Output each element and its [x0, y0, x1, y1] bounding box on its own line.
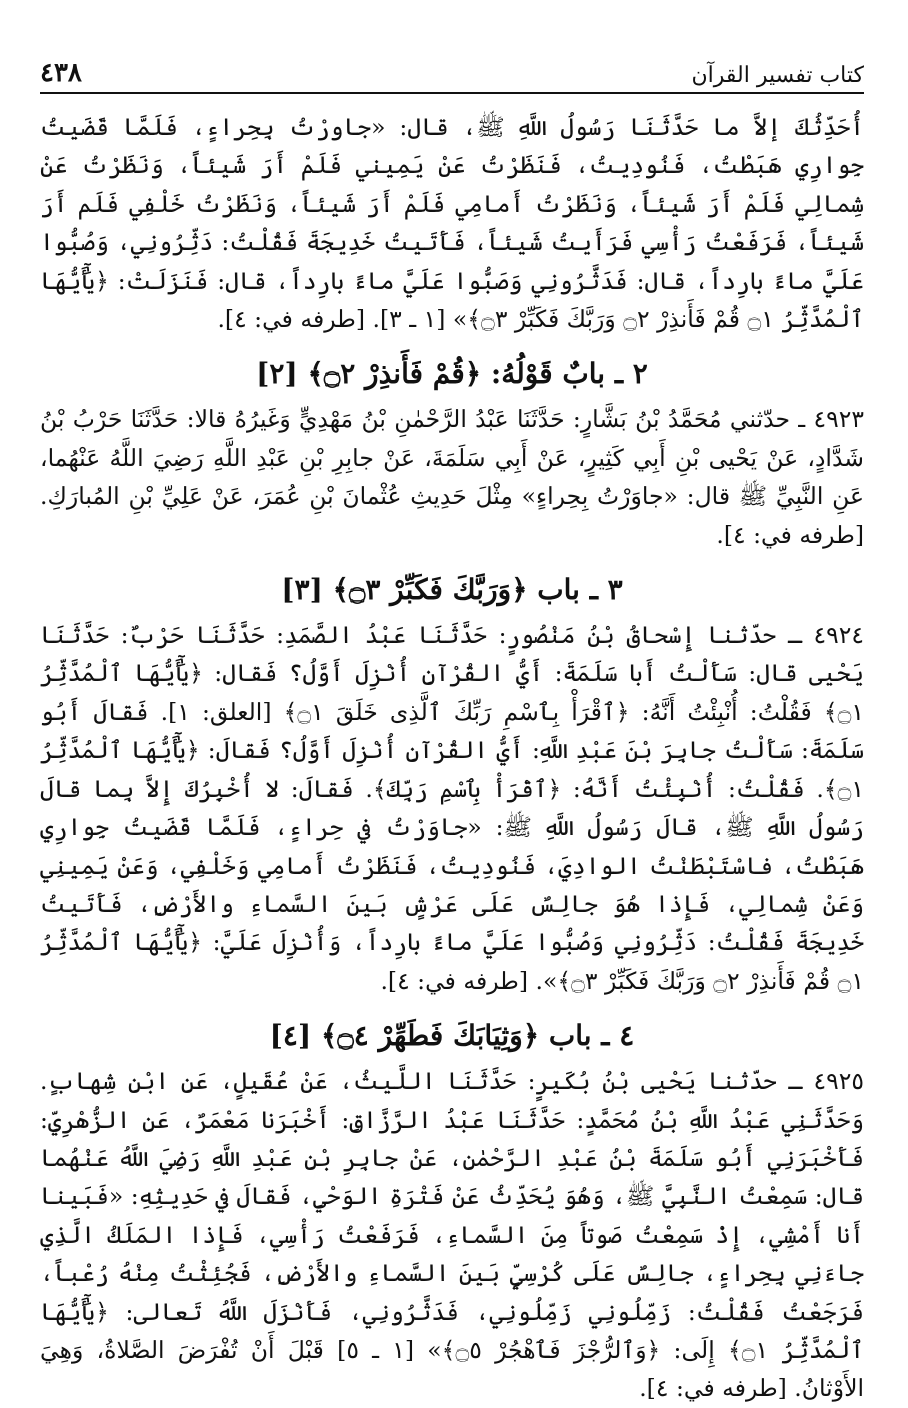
page-number: ٤٣٨	[40, 58, 82, 88]
chapter-heading: ٣ ـ باب ﴿وَرَبَّكَ فَكَبِّرْ ۝٣﴾ [٣]	[281, 573, 623, 607]
hadith-paragraph: أُحَدِّثُكَ إلاَّ ما حَدَّثَنَا رَسُولُ اللَّهِ ﷺ، قال: «جاورْتُ بِحِراءٍ، فَلَمَّا قَضَيتُ جِوارِي هَبَطْتُ، فَنُودِيتُ، فَنَظَرْتُ عَنْ يَمِيني فَلَمْ أَرَ شَيئاً، وَنَظَرْتُ عَنْ شِمالِي فَلَمْ أَرَ شَيئاً، وَنَظَرْتُ أَمامِي فَلَمْ أَرَ شَيئاً، وَنَظَرْتُ خَلْفِي فَلَم أَرَ شَيئاً، فَرَفَعْتُ رَأْسِي فَرَأَيتُ شَيئاً، فَأَتَيتُ خَدِيجَةَ فَقُلْتُ: دَثِّرُونِي، وَصُبُّوا عَلَيَّ ماءً بارِداً، قال: فَدَثَّرُونِي وَصَبُّوا عَلَيَّ ماءً بارِداً، قال: فَنَزَلَتْ: ﴿يَٰٓأَيُّهَا ٱلْمُدَّثِّرُ ۝١ قُمْ فَأَنذِرْ ۝٢ وَرَبَّكَ فَكَبِّرْ ۝٣﴾» [١ ـ ٣]. [طرفه في: ٤].	[40, 113, 864, 334]
hadith-paragraph: ٤٩٢٣ ـ حدّثني مُحَمَّدُ بْنُ بَشَّارٍ: حَدَّثَنَا عَبْدُ الرَّحْمٰنِ بْنُ مَهْدِيٍّ وَغَيرُهُ قالا: حَدَّثَنَا حَرْبُ بْنُ شَدَّادٍ، عَنْ يَحْيى بْنِ أَبِي كَثِيرٍ، عَنْ أَبِي سَلَمَةَ، عَنْ جابِرِ بْنِ عَبْدِ اللَّهِ رَضِيَ اللَّهُ عَنْهُما، عَنِ النَّبِيِّ ﷺ قال: «جاوَرْتُ بِحِراءٍ» مِثْلَ حَدِيثِ عُثْمانَ بْنِ عُمَرَ، عَنْ عَلِيِّ بْنِ المُبارَكِ. [طرفه في: ٤].	[40, 405, 865, 549]
running-title: كتاب تفسير القرآن	[691, 63, 864, 88]
page-body	[40, 108, 864, 1408]
hadith-paragraph: ٤٩٢٤ ـ حدّثنا إِسْحاقُ بْنُ مَنْصُورٍ: حَدَّثَنَا عَبْدُ الصَّمَدِ: حَدَّثَنَا حَرْبٌ: حَدَّثَنَا يَحْيى قال: سَأَلْتُ أَبا سَلَمَةَ: أَيُّ القُرْآنِ أُنْزِلَ أَوَّلُ؟ فَقال: ﴿يَٰٓأَيُّهَا ٱلْمُدَّثِّرُ ۝١﴾ فَقُلْتُ: أُنْبِئْتُ أَنَّهُ: ﴿ٱقْرَأْ بِٱسْمِ رَبِّكَ ٱلَّذِى خَلَقَ ۝١﴾ [العلق: ١]. فَقالَ أَبُو سَلَمَةَ: سَأَلْتُ جابِرَ بْنَ عَبْدِ اللَّهِ: أَيُّ القُرْآنِ أُنْزِلَ أَوَّلُ؟ فَقالَ: ﴿يَٰٓأَيُّهَا ٱلْمُدَّثِّرُ ۝١﴾. فَقُلْتُ: أُنْبِئْتُ أَنَّهُ: ﴿ٱقْرَأْ بِٱسْمِ رَبِّكَ﴾. فَقالَ: لا أُخْبِرُكَ إِلاَّ بِما قالَ رَسُولُ اللَّهِ ﷺ، قالَ رَسُولُ اللَّهِ ﷺ: «جاوَرْتُ في حِراءٍ، فَلَمَّا قَضَيتُ جِوارِي هَبَطْتُ، فاسْتَبْطَنْتُ الوادِيَ، فَنُودِيتُ، فَنَظَرْتُ أَمامِي وَخَلْفِي، وَعَنْ يَمِينِي وَعَنْ شِمالِي، فَإِذا هُوَ جالِسٌ عَلَى عَرْشٍ بَينَ السَّماءِ والأَرْضِ، فَأَتَيتُ خَدِيجَةَ فَقُلْتُ: دَثِّرُونِي وَصُبُّوا عَلَيَّ ماءً بارِداً، وَأُنْزِلَ عَلَيَّ: ﴿يَٰٓأَيُّهَا ٱلْمُدَّثِّرُ ۝١ قُمْ فَأَنذِرْ ۝٢ وَرَبَّكَ فَكَبِّرْ ۝٣﴾». [طرفه في: ٤].	[40, 621, 864, 995]
page-header	[40, 52, 864, 94]
chapter-heading: ٤ ـ باب ﴿وَثِيَابَكَ فَطَهِّرْ ۝٤﴾ [٤]	[269, 1019, 635, 1053]
hadith-paragraph: ٤٩٢٥ ـ حدّثنا يَحْيى بْنُ بُكَيرٍ: حَدَّثَنَا اللَّيثُ، عَنْ عُقَيلٍ، عَنِ ابْنِ شِهابٍ. وَحَدَّثَنِي عَبْدُ اللَّهِ بْنُ مُحَمَّدٍ: حَدَّثَنَا عَبْدُ الرَّزَّاقِ: أَخْبَرَنا مَعْمَرٌ، عَنِ الزُّهْرِيِّ: فَأَخْبَرَنِي أَبُو سَلَمَةَ بْنُ عَبْدِ الرَّحْمٰنِ، عَنْ جابِرِ بْنِ عَبْدِ اللَّهِ رَضِيَ اللَّهُ عَنْهُما قال: سَمِعْتُ النَّبِيَّ ﷺ، وَهُوَ يُحَدِّثُ عَنْ فَتْرَةِ الوَحْيِ، فَقالَ في حَدِيثِهِ: «فَبَينا أَنا أَمْشِي، إِذْ سَمِعْتُ صَوتاً مِنَ السَّماءِ، فَرَفَعْتُ رَأْسِي، فَإِذا المَلَكُ الَّذِي جاءَنِي بِحِراءٍ، جالِسٌ عَلَى كُرْسِيٍّ بَينَ السَّماءِ والأَرْضِ، فَجُئِثْتُ مِنْهُ رُعْباً، فَرَجَعْتُ فَقُلْتُ: زَمِّلُونِي زَمِّلُونِي، فَدَثَّرُونِي، فَأَنْزَلَ اللَّهُ تَعالى: ﴿يَٰٓأَيُّهَا ٱلْمُدَّثِّرُ ۝١﴾ إِلَى: ﴿وَٱلرُّجْزَ فَٱهْجُرْ ۝٥﴾» [١ ـ ٥] قَبْلَ أَنْ تُفْرَضَ الصَّلاةُ، وَهِيَ الأَوْثانُ. [طرفه في: ٤].	[40, 1067, 864, 1403]
chapter-heading: ٢ ـ بابٌ قَوْلُهُ: ﴿قُمْ فَأَنذِرْ ۝٢﴾ [٢]	[256, 357, 648, 391]
